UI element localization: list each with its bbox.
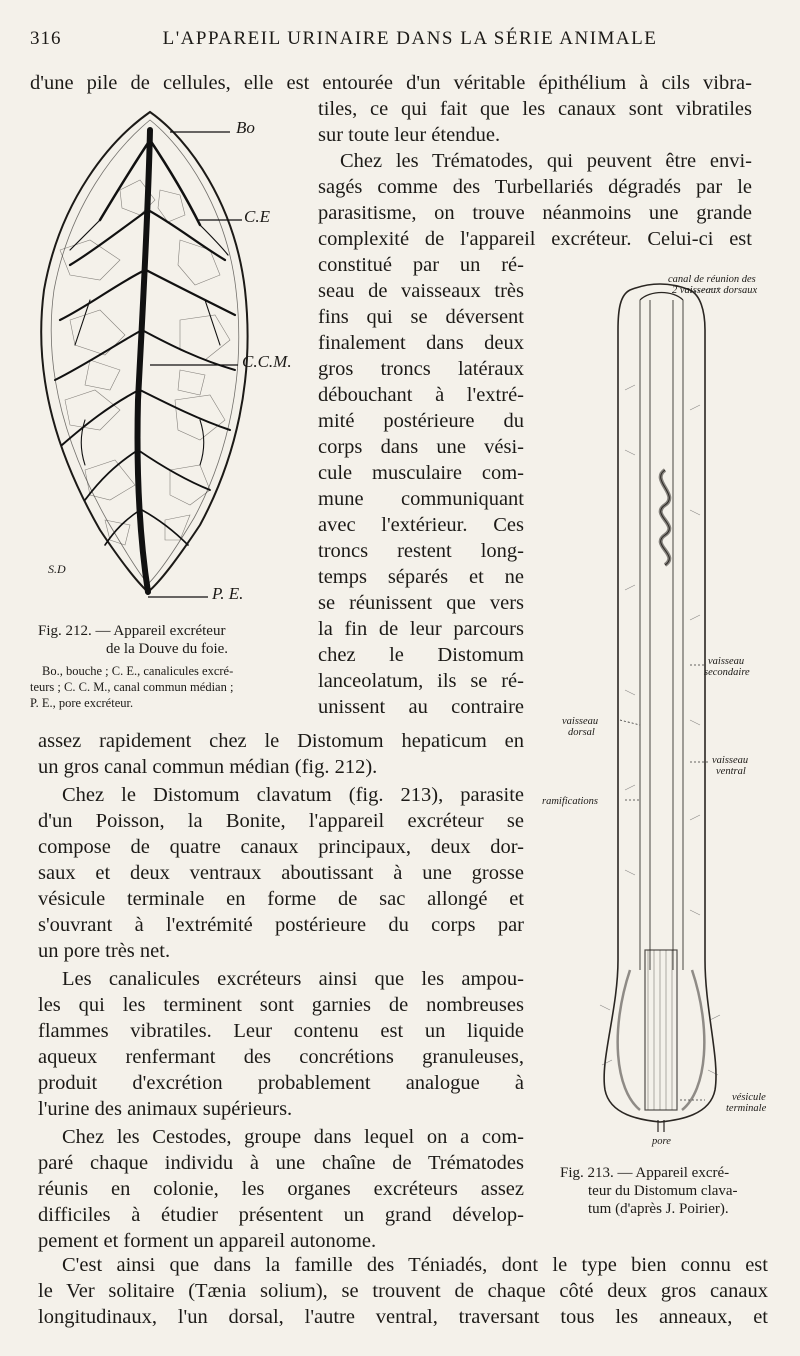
- body-line: mité postérieure du: [318, 410, 524, 432]
- body-line: paré chaque individu à une chaîne de Trématodes: [38, 1152, 524, 1174]
- body-line: lanceolatum, ils se ré-: [318, 670, 524, 692]
- body-line: Chez les Trématodes, qui peuvent être envi-: [340, 150, 752, 172]
- page-number: 316: [30, 28, 62, 49]
- body-line: avec l'extérieur. Ces: [318, 514, 524, 536]
- body-line: aqueux renfermant des concrétions granuleuses,: [38, 1046, 524, 1068]
- body-line: un pore très net.: [38, 940, 171, 962]
- body-line: réunis en colonie, les organes excréteurs assez: [38, 1178, 524, 1200]
- label-vesicule-terminale: vésicule: [732, 1092, 766, 1103]
- fig213-caption: teur du Distomum clava-: [588, 1183, 738, 1199]
- body-line: chez le Distomum: [318, 644, 524, 666]
- body-line: unissent au contraire: [318, 696, 524, 718]
- body-line: corps dans une vési-: [318, 436, 524, 458]
- body-line: sur toute leur étendue.: [318, 124, 501, 146]
- fig212-caption-subtitle: de la Douve du foie.: [106, 641, 229, 657]
- label-sd: S.D: [48, 562, 66, 576]
- body-line: flammes vibratiles. Leur contenu est un liquide: [38, 1020, 524, 1042]
- body-line: temps séparés et ne: [318, 566, 524, 588]
- label-vaisseau-ventral: vaisseau: [712, 755, 749, 766]
- body-line: Les canalicules excréteurs ainsi que les ampou-: [62, 968, 524, 990]
- label-vaisseau-secondaire: secondaire: [704, 667, 750, 678]
- label-bo: Bo: [236, 118, 255, 137]
- fig213-caption: tum (d'après J. Poirier).: [588, 1201, 729, 1217]
- body-line: se réunissent que vers: [318, 592, 524, 614]
- body-line: Chez le Distomum clavatum (fig. 213), parasite: [62, 784, 524, 806]
- body-line: complexité de l'appareil excréteur. Celui-ci est: [318, 228, 752, 250]
- distomum-clavatum-illustration: [540, 270, 785, 1155]
- body-line: l'urine des animaux supérieurs.: [38, 1098, 293, 1120]
- body-line: parasitisme, on trouve néanmoins une grande: [318, 202, 752, 224]
- body-line: mune communiquant: [318, 488, 524, 510]
- body-line: Chez les Cestodes, groupe dans lequel on a com-: [62, 1126, 524, 1148]
- label-vaisseau-secondaire: vaisseau: [708, 656, 745, 667]
- label-vaisseau-ventral: ventral: [716, 766, 746, 777]
- fig212-legend: Bo., bouche ; C. E., canalicules excré-: [42, 664, 234, 678]
- body-line: seau de vaisseaux très: [318, 280, 524, 302]
- label-vaisseau-dorsal: vaisseau: [562, 716, 599, 727]
- figure-212: [30, 100, 320, 615]
- body-line: cule musculaire com-: [318, 462, 524, 484]
- label-canal-reunion: canal de réunion des: [668, 274, 756, 285]
- body-line: assez rapidement chez le Distomum hepaticum en: [38, 730, 524, 752]
- body-line: saux et deux ventraux aboutissant à une grosse: [38, 862, 524, 884]
- fig212-caption-title: Fig. 212. — Appareil excréteur: [38, 623, 226, 639]
- body-line: C'est ainsi que dans la famille des Téniadés, dont le type bien connu est: [62, 1254, 768, 1276]
- body-line: tiles, ce qui fait que les canaux sont vibratiles: [318, 98, 752, 120]
- body-line: troncs restent long-: [318, 540, 524, 562]
- body-line: d'une pile de cellules, elle est entourée d'un véritable épithélium à cils vibra-: [30, 72, 752, 94]
- running-title: L'APPAREIL URINAIRE DANS LA SÉRIE ANIMALE: [162, 28, 658, 49]
- body-line: d'un Poisson, la Bonite, l'appareil excréteur se: [38, 810, 524, 832]
- label-canal-reunion: 2 vaisseaux dorsaux: [672, 285, 758, 296]
- body-line: les qui les terminent sont garnies de nombreuses: [38, 994, 524, 1016]
- label-pe: P. E.: [212, 584, 244, 603]
- body-line: sagés comme des Turbellariés dégradés par le: [318, 176, 752, 198]
- label-vaisseau-dorsal: dorsal: [568, 727, 595, 738]
- body-line: difficiles à étudier présentent un grand dévelop-: [38, 1204, 524, 1226]
- fig212-legend: P. E., pore excréteur.: [30, 696, 134, 710]
- body-line: la fin de leur parcours: [318, 618, 524, 640]
- body-line: gros troncs latéraux: [318, 358, 524, 380]
- body-line: vésicule terminale en forme de sac allongé et: [38, 888, 524, 910]
- label-ce: C.E: [244, 207, 270, 226]
- body-line: produit d'excrétion probablement analogue à: [38, 1072, 524, 1094]
- body-line: fins qui se déversent: [318, 306, 524, 328]
- body-line: finalement dans deux: [318, 332, 524, 354]
- label-ccm: C.C.M.: [242, 352, 292, 371]
- body-line: s'ouvrant à l'extrémité postérieure du corps par: [38, 914, 524, 936]
- body-line: débouchant à l'extré-: [318, 384, 524, 406]
- running-header: [30, 28, 770, 56]
- fig213-caption-title: Fig. 213. — Appareil excré-: [560, 1165, 730, 1181]
- body-line: compose de quatre canaux principaux, deux dor-: [38, 836, 524, 858]
- body-line: un gros canal commun médian (fig. 212).: [38, 756, 378, 778]
- body-line: pement et forment un appareil autonome.: [38, 1230, 377, 1252]
- label-pore: pore: [652, 1136, 671, 1147]
- fig212-legend: teurs ; C. C. M., canal commun médian ;: [30, 680, 234, 694]
- body-line: longitudinaux, l'un dorsal, l'autre ventral, traversant tous les anneaux, et: [38, 1306, 768, 1328]
- body-line: constitué par un ré-: [318, 254, 524, 276]
- label-vesicule-terminale: terminale: [726, 1103, 767, 1114]
- label-ramifications: ramifications: [542, 796, 599, 807]
- figure-213: [540, 270, 785, 1155]
- body-line: le Ver solitaire (Tænia solium), se trouvent de chaque côté deux gros canaux: [38, 1280, 768, 1302]
